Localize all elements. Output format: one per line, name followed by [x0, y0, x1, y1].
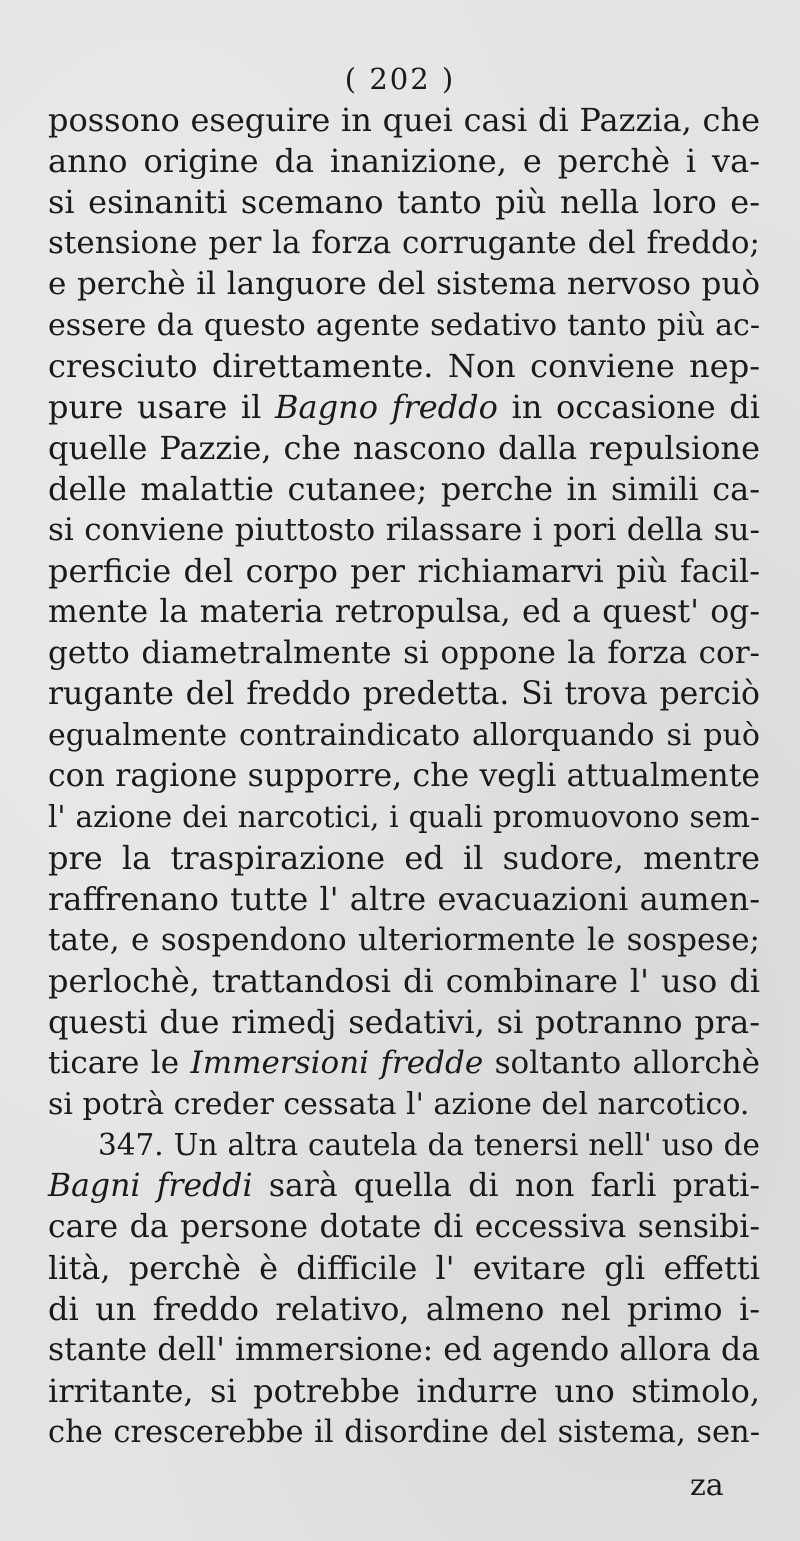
text-line — [48, 387, 760, 428]
text-line — [48, 428, 760, 469]
text-line — [48, 100, 760, 141]
text-line — [48, 797, 760, 838]
line-text: perficie del corpo per richiamarvi più facil- — [48, 552, 760, 590]
body-text — [48, 100, 760, 1453]
line-text: stensione per la forza corrugante del freddo; — [48, 225, 760, 261]
line-text: sarà quella di non farli prati- — [252, 1168, 760, 1204]
text-line — [48, 1002, 760, 1043]
line-text: questi due rimedj sedativi, si potranno pra- — [48, 1003, 760, 1041]
text-line — [48, 1371, 760, 1412]
line-text: pure usare il — [48, 388, 276, 426]
text-line — [48, 592, 760, 633]
text-line — [48, 1412, 760, 1453]
line-text: anno origine da inanizione, e perchè i va- — [48, 142, 760, 180]
line-text: si esinaniti scemano tanto più nella loro e- — [48, 183, 760, 221]
line-text: 347. Un altra cautela da tenersi nell' uso de — [98, 1128, 760, 1162]
text-line — [48, 920, 760, 961]
line-text: tate, e sospendono ulteriormente le sospese; — [48, 922, 760, 958]
line-text: raffrenano tutte l' altre evacuazioni aumen- — [48, 880, 760, 918]
line-text: in occasione di — [497, 388, 760, 426]
text-line — [48, 674, 760, 715]
line-text: perlochè, trattandosi di combinare l' uso di — [48, 962, 760, 1000]
text-line — [48, 838, 760, 879]
line-text: possono eseguire in quei casi di Pazzia, che — [48, 101, 760, 139]
line-text: essere da questo agente sedativo tanto più ac- — [48, 308, 760, 343]
text-line — [48, 756, 760, 797]
line-text: l' azione dei narcotici, i quali promuovono sem- — [48, 800, 760, 834]
line-text: rugante del freddo predetta. Si trova perciò — [48, 676, 760, 712]
line-text: lità, perchè è difficile l' evitare gli effetti — [48, 1249, 760, 1287]
line-text: delle malattie cutanee; perche in simili ca- — [48, 470, 760, 508]
text-line — [48, 346, 760, 387]
line-text: cresciuto direttamente. Non conviene nep- — [48, 347, 760, 385]
line-text: con ragione supporre, che vegli attualmente — [48, 758, 760, 794]
text-line — [48, 469, 760, 510]
text-line — [48, 1330, 760, 1371]
text-line — [48, 961, 760, 1002]
line-text: getto diametralmente si oppone la forza cor- — [48, 635, 760, 671]
text-line — [48, 633, 760, 674]
line-text: mente la materia retropulsa, ed a quest' og- — [48, 594, 760, 630]
line-text: si conviene piuttosto rilassare i pori della su- — [48, 512, 760, 548]
text-line — [48, 223, 760, 264]
line-text: stante dell' immersione: ed agendo allora da — [48, 1332, 760, 1368]
text-line — [48, 1125, 760, 1166]
text-line — [48, 715, 760, 756]
text-line — [48, 1289, 760, 1330]
italic-text: Immersioni fredde — [190, 1045, 484, 1081]
line-text: egualmente contraindicato allorquando si può — [48, 718, 760, 753]
line-text: care da persone dotate di eccessiva sensibi- — [48, 1209, 760, 1245]
line-text: e perchè il languore del sistema nervoso può — [48, 266, 760, 302]
text-line — [48, 879, 760, 920]
line-text: irritante, si potrebbe indurre uno stimolo, — [48, 1372, 760, 1410]
text-line — [48, 510, 760, 551]
text-line — [48, 1166, 760, 1207]
text-line — [48, 1043, 760, 1084]
line-text: ticare le — [48, 1045, 191, 1081]
text-line — [48, 141, 760, 182]
line-text: soltanto allorchè — [483, 1045, 760, 1081]
line-text: di un freddo relativo, almeno nel primo i- — [48, 1290, 760, 1328]
line-text: pre la traspirazione ed il sudore, mentre — [48, 839, 760, 877]
italic-text: Bagno freddo — [275, 388, 498, 426]
text-line — [48, 305, 760, 346]
text-line — [48, 551, 760, 592]
text-line — [48, 1207, 760, 1248]
line-text: quelle Pazzie, che nascono dalla repulsione — [48, 429, 760, 467]
italic-text: Bagni freddi — [48, 1168, 253, 1204]
line-text: che crescerebbe il disordine del sistema, sen- — [48, 1415, 760, 1450]
text-line — [48, 1248, 760, 1289]
text-line — [48, 182, 760, 223]
page-number: ( 202 ) — [344, 62, 456, 96]
catchword: za — [690, 1468, 724, 1503]
text-line — [48, 264, 760, 305]
line-text: si potrà creder cessata l' azione del narcotico. — [48, 1087, 750, 1122]
text-line — [48, 1084, 760, 1125]
